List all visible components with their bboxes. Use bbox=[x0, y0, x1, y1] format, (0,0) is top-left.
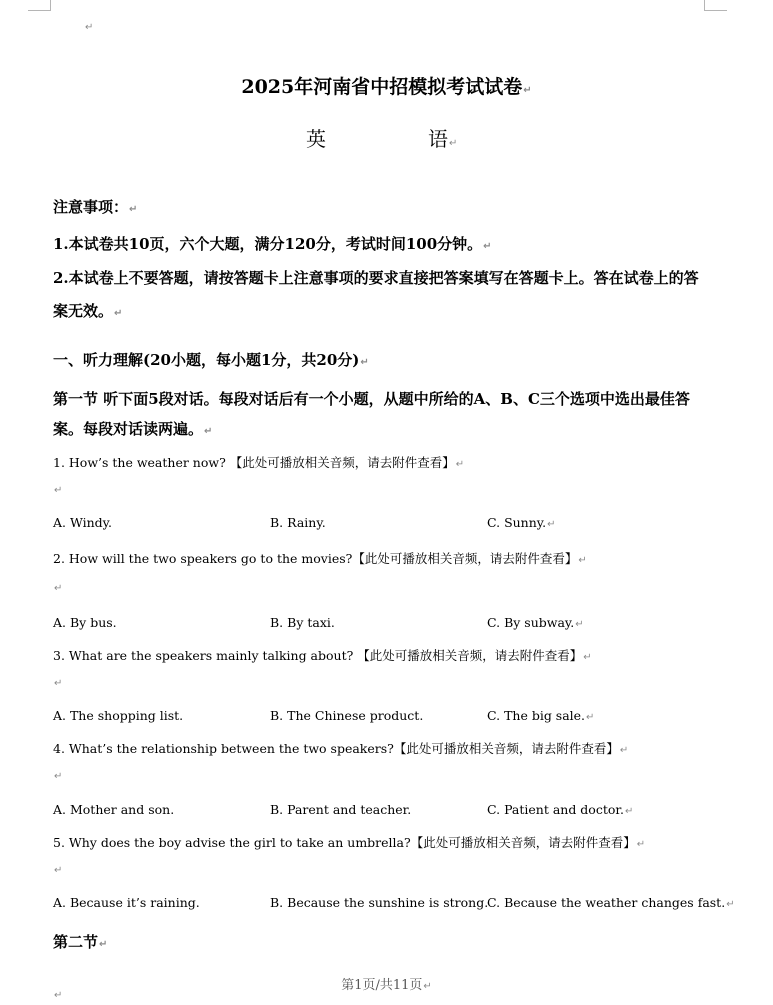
question-2-audio-note: 【此处可播放相关音频，请去附件查看】 bbox=[352, 551, 578, 566]
paragraph-mark: ↵ bbox=[99, 939, 108, 950]
paragraph-mark-blank: ↵ bbox=[54, 771, 63, 782]
question-2-option-a: A. By bus. bbox=[53, 615, 117, 630]
question-2-option-b: B. By taxi. bbox=[270, 615, 335, 630]
part-2-heading bbox=[53, 931, 107, 952]
paragraph-mark: ↵ bbox=[586, 712, 595, 723]
notice-item-2-text: 2.本试卷上不要答题，请按答题卡上注意事项的要求直接把答案填写在答题卡上。答在试卷上的答案无效。 bbox=[53, 269, 699, 320]
question-1-option-c bbox=[487, 515, 556, 530]
subject-left-char: 英 bbox=[306, 127, 326, 151]
paragraph-mark: ↵ bbox=[578, 555, 587, 566]
question-3-text: 3. What are the speakers mainly talking about? bbox=[53, 648, 358, 663]
question-1-option-a: A. Windy. bbox=[53, 515, 113, 530]
page-number: 第1页/共11页 bbox=[341, 978, 423, 993]
paragraph-mark: ↵ bbox=[575, 619, 584, 630]
question-2-option-c bbox=[487, 615, 584, 630]
question-5-option-b: B. Because the sunshine is strong. bbox=[270, 895, 489, 910]
question-1-option-c-text: C. Sunny. bbox=[487, 515, 547, 530]
question-4-option-a: A. Mother and son. bbox=[53, 802, 175, 817]
paragraph-mark: ↵ bbox=[423, 981, 432, 992]
exam-title-text: 2025年河南省中招模拟考试试卷 bbox=[241, 76, 523, 98]
paragraph-mark: ↵ bbox=[129, 204, 138, 215]
paragraph-mark-top: ↵ bbox=[85, 22, 94, 33]
paragraph-mark: ↵ bbox=[523, 85, 532, 96]
question-1 bbox=[53, 453, 464, 471]
crop-mark-top-left bbox=[28, 0, 51, 11]
question-3-option-b: B. The Chinese product. bbox=[270, 708, 424, 723]
question-5-text: 5. Why does the boy advise the girl to take an umbrella? bbox=[53, 835, 411, 850]
notice-item-1 bbox=[53, 233, 492, 254]
question-3-option-a: A. The shopping list. bbox=[53, 708, 184, 723]
question-5-option-c bbox=[487, 895, 735, 910]
question-3 bbox=[53, 646, 592, 664]
notice-item-2 bbox=[53, 262, 713, 330]
paragraph-mark-blank: ↵ bbox=[54, 583, 63, 594]
part-2-heading-text: 第二节 bbox=[53, 933, 99, 951]
question-4-text: 4. What’s the relationship between the two speakers? bbox=[53, 741, 394, 756]
paragraph-mark: ↵ bbox=[204, 426, 213, 437]
notice-heading bbox=[53, 196, 137, 217]
paragraph-mark: ↵ bbox=[449, 138, 458, 149]
question-4-option-c-text: C. Patient and doctor. bbox=[487, 802, 624, 817]
paragraph-mark: ↵ bbox=[455, 459, 465, 470]
question-5 bbox=[53, 833, 645, 851]
page-footer bbox=[0, 974, 773, 993]
question-5-option-a: A. Because it’s raining. bbox=[53, 895, 200, 910]
paragraph-mark: ↵ bbox=[114, 308, 123, 319]
notice-heading-text: 注意事项： bbox=[53, 198, 129, 216]
paragraph-mark: ↵ bbox=[360, 357, 369, 368]
paragraph-mark-blank: ↵ bbox=[54, 485, 63, 496]
question-3-audio-note: 【此处可播放相关音频，请去附件查看】 bbox=[357, 648, 583, 663]
notice-item-1-text: 1.本试卷共10页，六个大题，满分120分，考试时间100分钟。 bbox=[53, 235, 483, 253]
paragraph-mark-bottom: ↵ bbox=[54, 990, 63, 1001]
paragraph-mark: ↵ bbox=[483, 241, 492, 252]
part-1-heading bbox=[53, 384, 713, 447]
question-2-text: 2. How will the two speakers go to the movies? bbox=[53, 551, 353, 566]
question-1-audio-note: 【此处可播放相关音频，请去附件查看】 bbox=[229, 455, 455, 470]
paragraph-mark: ↵ bbox=[547, 519, 556, 530]
question-4 bbox=[53, 739, 628, 757]
part-1-heading-text: 第一节 听下面5段对话。每段对话后有一个小题，从题中所给的A、B、C三个选项中选出最佳答案。每段对话读两遍。 bbox=[53, 390, 690, 438]
crop-mark-top-right bbox=[704, 0, 727, 11]
question-5-option-c-text: C. Because the weather changes fast. bbox=[487, 895, 726, 910]
paragraph-mark: ↵ bbox=[624, 806, 634, 817]
section-1-heading bbox=[53, 349, 369, 370]
question-4-audio-note: 【此处可播放相关音频，请去附件查看】 bbox=[393, 741, 619, 756]
paragraph-mark: ↵ bbox=[726, 899, 735, 910]
paragraph-mark-blank: ↵ bbox=[54, 865, 63, 876]
question-3-option-c-text: C. The big sale. bbox=[487, 708, 586, 723]
paragraph-mark: ↵ bbox=[636, 839, 646, 850]
question-4-option-b: B. Parent and teacher. bbox=[270, 802, 412, 817]
question-4-option-c bbox=[487, 802, 633, 817]
paragraph-mark: ↵ bbox=[583, 652, 592, 663]
question-3-option-c bbox=[487, 708, 594, 723]
subject-right-text: 语 bbox=[428, 127, 448, 151]
question-5-audio-note: 【此处可播放相关音频，请去附件查看】 bbox=[410, 835, 636, 850]
paragraph-mark-blank: ↵ bbox=[54, 678, 63, 689]
paragraph-mark: ↵ bbox=[619, 745, 629, 756]
section-1-heading-text: 一、听力理解(20小题，每小题1分，共20分) bbox=[53, 351, 360, 369]
subject-right-char bbox=[428, 123, 457, 152]
question-1-option-b: B. Rainy. bbox=[270, 515, 326, 530]
question-2 bbox=[53, 549, 587, 567]
question-2-option-c-text: C. By subway. bbox=[487, 615, 575, 630]
question-1-text: 1. How’s the weather now? bbox=[53, 455, 230, 470]
exam-title bbox=[0, 72, 773, 99]
